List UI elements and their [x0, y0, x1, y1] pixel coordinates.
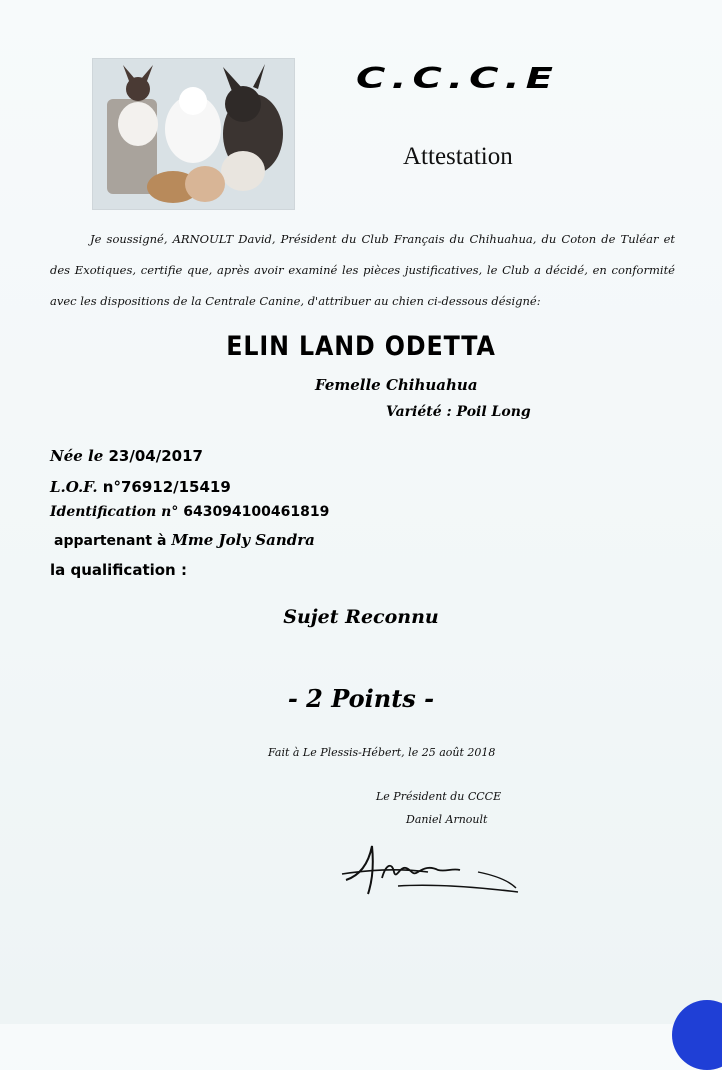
dog-name: ELIN LAND ODETTA [226, 331, 496, 362]
lof-label: L.O.F. [50, 478, 98, 496]
owner-name: Mme Joly Sandra [171, 531, 315, 549]
birth-date-value: 23/04/2017 [108, 447, 203, 465]
identification-number: 643094100461819 [183, 504, 330, 520]
points-awarded: - 2 Points - [287, 684, 435, 713]
signatory-name: Daniel Arnoult [406, 813, 488, 826]
sex-breed: Femelle Chihuahua [315, 376, 478, 394]
certification-text: Je soussigné, ARNOULT David, Président du Club Français du Chihuahua, du Coton de Tuléar et des Exotiques, certifie que, après avoir examiné les pièces justificatives, le Club a décidé, en conformité avec les dispositions de la Centrale Canine, d'attribuer au chien ci-dessous désigné: [50, 231, 675, 308]
variety: Variété : Poil Long [386, 404, 531, 420]
birth-date-label: Née le [50, 447, 104, 465]
dogs-photo [92, 58, 295, 210]
place-and-date: Fait à Le Plessis-Hébert, le 25 août 2018 [268, 746, 496, 759]
signatory-title: Le Président du CCCE [376, 790, 502, 803]
lof-row [50, 478, 231, 496]
organization-title: C.C.C.E [356, 62, 559, 96]
qualification-value: Sujet Reconnu [283, 606, 439, 628]
corner-stamp [672, 1000, 722, 1070]
dogs-photo-illustration [93, 59, 294, 209]
handwritten-signature [338, 836, 528, 900]
document-title: Attestation [403, 143, 513, 170]
identification-row [50, 504, 329, 520]
birth-date-row [50, 447, 203, 465]
owner-label: appartenant à [54, 533, 167, 549]
identification-label: Identification n° [50, 504, 179, 520]
owner-row [54, 531, 315, 549]
qualification-label: la qualification : [50, 561, 187, 579]
lof-number: n°76912/15419 [102, 478, 231, 496]
